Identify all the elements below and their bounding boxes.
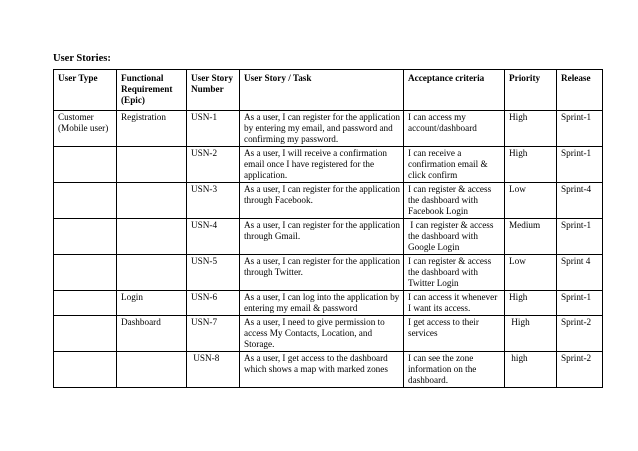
table-row (54, 183, 603, 219)
cell-priority: Medium (505, 219, 557, 255)
cell-user-type (54, 352, 117, 388)
cell-user-type: Customer (Mobile user) (54, 111, 117, 147)
cell-release: Sprint-1 (557, 111, 603, 147)
cell-functional-requirement (117, 183, 187, 219)
cell-user-type (54, 255, 117, 291)
cell-release: Sprint 4 (557, 255, 603, 291)
cell-user-story-task: As a user, I can log into the application by entering my email & password (240, 291, 404, 316)
cell-functional-requirement (117, 255, 187, 291)
table-row (54, 147, 603, 183)
cell-acceptance-criteria: I can see the zone information on the dashboard. (404, 352, 505, 388)
cell-priority: High (505, 316, 557, 352)
cell-release: Sprint-2 (557, 352, 603, 388)
cell-user-story-task: As a user, I need to give permission to access My Contacts, Location, and Storage. (240, 316, 404, 352)
cell-acceptance-criteria: I can register & access the dashboard with Google Login (404, 219, 505, 255)
header-acceptance-criteria: Acceptance criteria (404, 70, 505, 111)
cell-release: Sprint-1 (557, 147, 603, 183)
cell-user-story-task: As a user, I can register for the application through Facebook. (240, 183, 404, 219)
header-user-type: User Type (54, 70, 117, 111)
table-row (54, 111, 603, 147)
cell-user-type (54, 316, 117, 352)
cell-priority: High (505, 147, 557, 183)
table-body (54, 111, 603, 388)
cell-release: Sprint-1 (557, 291, 603, 316)
cell-user-type (54, 219, 117, 255)
table-row (54, 219, 603, 255)
cell-functional-requirement: Dashboard (117, 316, 187, 352)
cell-acceptance-criteria: I can receive a confirmation email & click confirm (404, 147, 505, 183)
table-row (54, 352, 603, 388)
cell-priority: Low (505, 183, 557, 219)
header-priority: Priority (505, 70, 557, 111)
table-header-row (54, 70, 603, 111)
cell-priority: High (505, 111, 557, 147)
cell-user-story-task: As a user, I will receive a confirmation email once I have registered for the application. (240, 147, 404, 183)
cell-release: Sprint-1 (557, 219, 603, 255)
cell-release: Sprint-2 (557, 316, 603, 352)
cell-user-story-task: As a user, I can register for the application by entering my email, and password and confirming my password. (240, 111, 404, 147)
cell-functional-requirement (117, 219, 187, 255)
cell-release: Sprint-4 (557, 183, 603, 219)
header-user-story-task: User Story / Task (240, 70, 404, 111)
cell-acceptance-criteria: I can access my account/dashboard (404, 111, 505, 147)
cell-user-story-number: USN-5 (187, 255, 240, 291)
cell-acceptance-criteria: I can register & access the dashboard with Twitter Login (404, 255, 505, 291)
header-functional-requirement: Functional Requirement (Epic) (117, 70, 187, 111)
cell-user-story-number: USN-2 (187, 147, 240, 183)
page-heading: User Stories: (53, 53, 111, 64)
header-user-story-number: User Story Number (187, 70, 240, 111)
cell-priority: Low (505, 255, 557, 291)
table-row (54, 255, 603, 291)
cell-user-story-number: USN-3 (187, 183, 240, 219)
header-release: Release (557, 70, 603, 111)
cell-user-story-number: USN-8 (187, 352, 240, 388)
cell-acceptance-criteria: I can register & access the dashboard with Facebook Login (404, 183, 505, 219)
cell-user-story-task: As a user, I can register for the application through Twitter. (240, 255, 404, 291)
cell-user-story-number: USN-6 (187, 291, 240, 316)
cell-functional-requirement (117, 352, 187, 388)
cell-functional-requirement (117, 147, 187, 183)
cell-user-story-task: As a user, I get access to the dashboard which shows a map with marked zones (240, 352, 404, 388)
cell-user-type (54, 291, 117, 316)
user-stories-table (53, 69, 603, 388)
cell-user-story-task: As a user, I can register for the application through Gmail. (240, 219, 404, 255)
cell-acceptance-criteria: I get access to their services (404, 316, 505, 352)
cell-functional-requirement: Registration (117, 111, 187, 147)
cell-functional-requirement: Login (117, 291, 187, 316)
table-row (54, 291, 603, 316)
table-row (54, 316, 603, 352)
cell-user-story-number: USN-1 (187, 111, 240, 147)
cell-user-story-number: USN-4 (187, 219, 240, 255)
cell-priority: High (505, 291, 557, 316)
cell-user-type (54, 183, 117, 219)
cell-user-story-number: USN-7 (187, 316, 240, 352)
cell-priority: high (505, 352, 557, 388)
cell-user-type (54, 147, 117, 183)
cell-acceptance-criteria: I can access it whenever I want its access. (404, 291, 505, 316)
